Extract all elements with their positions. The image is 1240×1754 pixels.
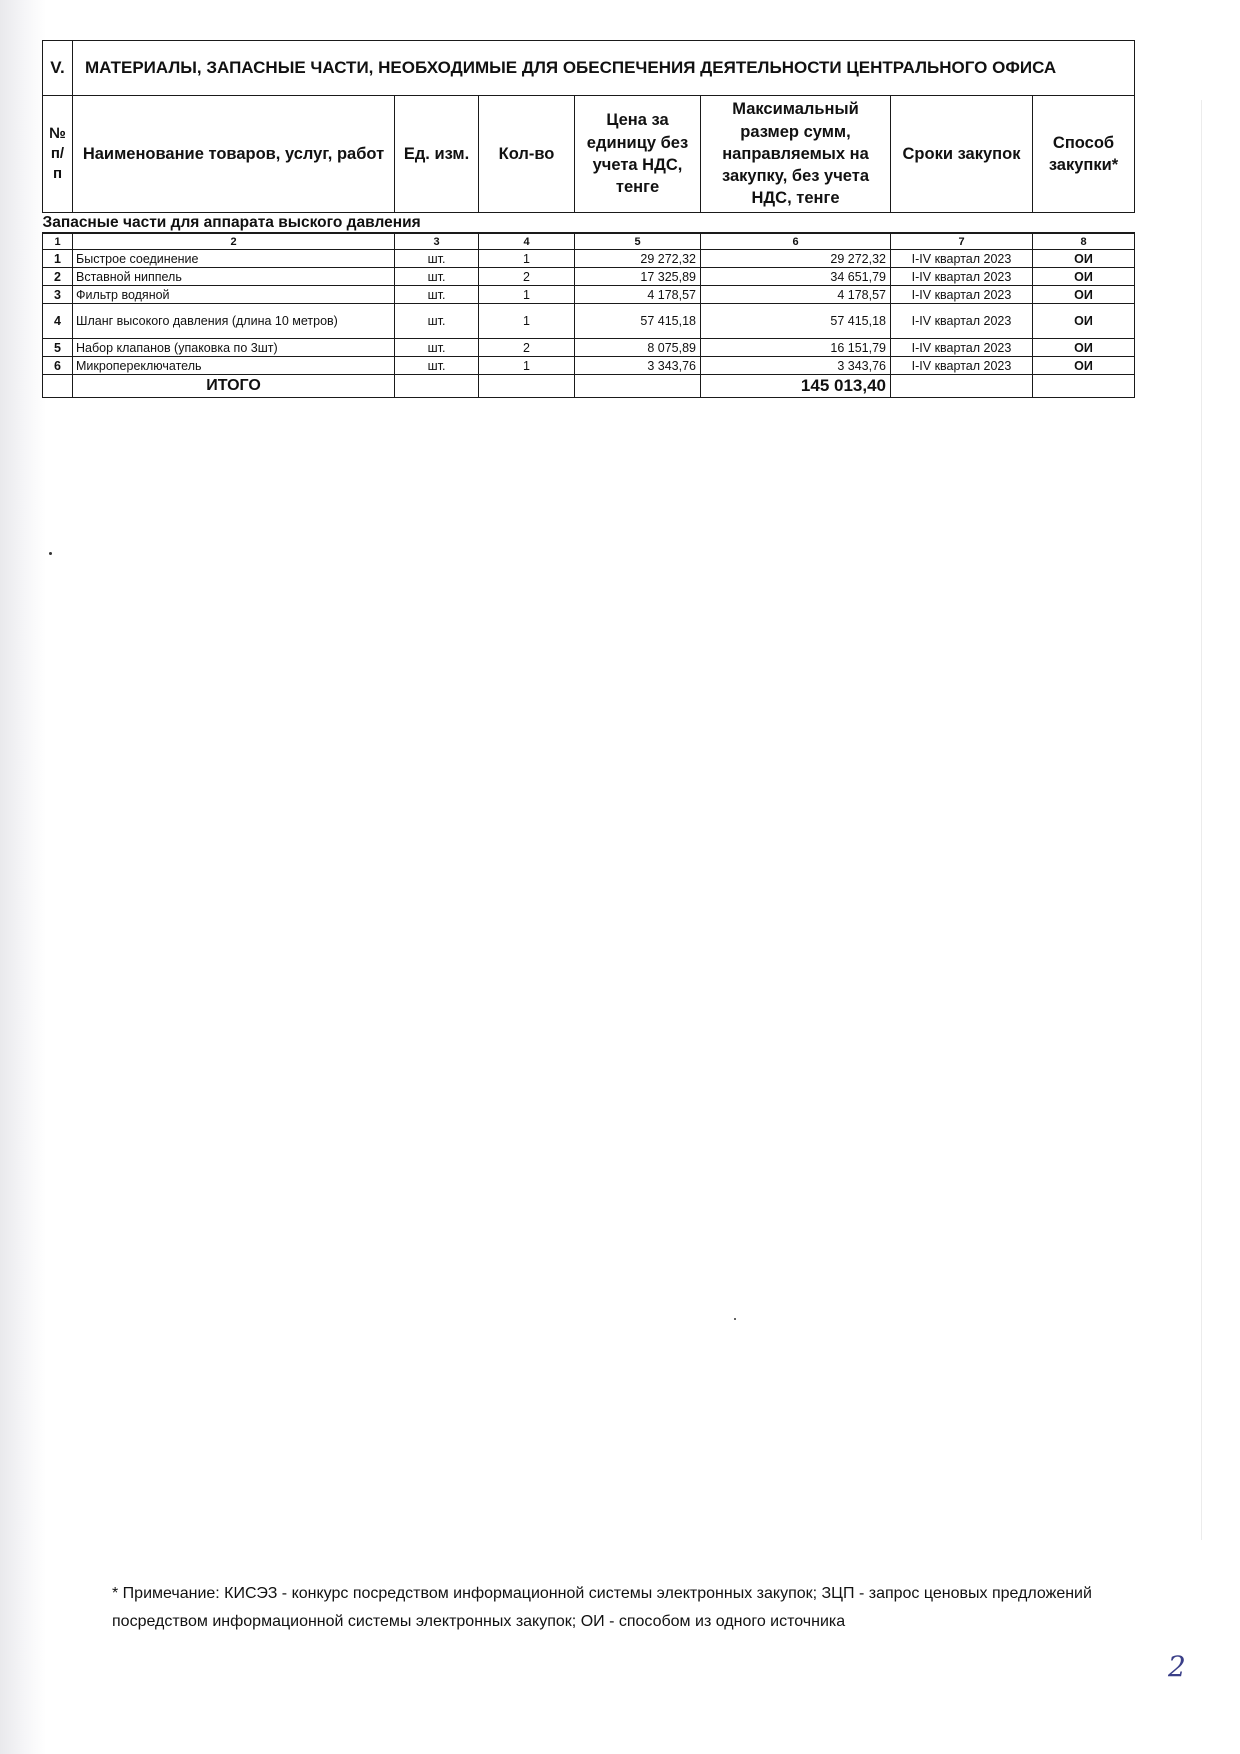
item-qty: 1 (479, 357, 575, 375)
col-header-sum: Максимальный размер сумм, направляемых на закупку, без учета НДС, тенге (701, 96, 891, 213)
col-index: 8 (1033, 233, 1135, 250)
item-qty: 2 (479, 268, 575, 286)
col-header-number: № п/п (43, 96, 73, 213)
total-row (43, 375, 1135, 398)
scan-edge-line (1201, 100, 1202, 1540)
group-title: Запасные части для аппарата выского давления (43, 213, 1135, 234)
row-number: 1 (43, 250, 73, 268)
table-row (43, 268, 1135, 286)
table-row (43, 357, 1135, 375)
item-name: Быстрое соединение (73, 250, 395, 268)
item-sum: 16 151,79 (701, 339, 891, 357)
item-sum: 3 343,76 (701, 357, 891, 375)
item-term: I-IV квартал 2023 (891, 286, 1033, 304)
item-name: Вставной ниппель (73, 268, 395, 286)
section-header-row (43, 41, 1135, 96)
row-number: 2 (43, 268, 73, 286)
item-price: 4 178,57 (575, 286, 701, 304)
total-empty-cell (575, 375, 701, 398)
item-method: ОИ (1033, 286, 1135, 304)
item-name: Микропереключатель (73, 357, 395, 375)
table-row (43, 250, 1135, 268)
col-header-unit: Ед. изм. (395, 96, 479, 213)
col-index: 2 (73, 233, 395, 250)
scan-speck (49, 552, 52, 555)
item-qty: 1 (479, 304, 575, 339)
item-qty: 1 (479, 250, 575, 268)
scan-speck (734, 1318, 736, 1320)
table-row (43, 286, 1135, 304)
item-term: I-IV квартал 2023 (891, 268, 1033, 286)
item-term: I-IV квартал 2023 (891, 357, 1033, 375)
item-term: I-IV квартал 2023 (891, 339, 1033, 357)
total-empty-cell (479, 375, 575, 398)
item-unit: шт. (395, 286, 479, 304)
col-header-term: Сроки закупок (891, 96, 1033, 213)
item-qty: 1 (479, 286, 575, 304)
item-method: ОИ (1033, 339, 1135, 357)
procurement-table (42, 40, 1135, 398)
total-label: ИТОГО (73, 375, 395, 398)
item-price: 57 415,18 (575, 304, 701, 339)
total-empty-cell (891, 375, 1033, 398)
row-number: 6 (43, 357, 73, 375)
row-number: 4 (43, 304, 73, 339)
table-row (43, 304, 1135, 339)
row-number: 3 (43, 286, 73, 304)
col-header-qty: Кол-во (479, 96, 575, 213)
total-empty-cell (1033, 375, 1135, 398)
item-term: I-IV квартал 2023 (891, 304, 1033, 339)
page-number: 2 (1168, 1650, 1186, 1683)
item-unit: шт. (395, 250, 479, 268)
col-header-method: Способ закупки* (1033, 96, 1135, 213)
section-title: МАТЕРИАЛЫ, ЗАПАСНЫЕ ЧАСТИ, НЕОБХОДИМЫЕ ДЛЯ ОБЕСПЕЧЕНИЯ ДЕЯТЕЛЬНОСТИ ЦЕНТРАЛЬНОГО ОФИСА (73, 41, 1135, 96)
item-term: I-IV квартал 2023 (891, 250, 1033, 268)
item-price: 8 075,89 (575, 339, 701, 357)
col-header-name: Наименование товаров, услуг, работ (73, 96, 395, 213)
item-unit: шт. (395, 357, 479, 375)
col-index: 1 (43, 233, 73, 250)
item-sum: 57 415,18 (701, 304, 891, 339)
item-unit: шт. (395, 339, 479, 357)
section-number: V. (43, 41, 73, 96)
item-qty: 2 (479, 339, 575, 357)
item-name: Шланг высокого давления (длина 10 метров) (73, 304, 395, 339)
item-price: 3 343,76 (575, 357, 701, 375)
item-sum: 34 651,79 (701, 268, 891, 286)
col-header-price: Цена за единицу без учета НДС, тенге (575, 96, 701, 213)
item-name: Фильтр водяной (73, 286, 395, 304)
col-index: 4 (479, 233, 575, 250)
item-sum: 4 178,57 (701, 286, 891, 304)
footnote: * Примечание: КИСЭЗ - конкурс посредством информационной системы электронных закупок; ЗЦП - запрос ценовых предложений посредством информационной системы электронных закупок; ОИ - способом из одного источника (112, 1585, 1092, 1630)
item-unit: шт. (395, 268, 479, 286)
col-index: 5 (575, 233, 701, 250)
col-index: 6 (701, 233, 891, 250)
item-method: ОИ (1033, 304, 1135, 339)
group-title-row (43, 213, 1135, 234)
item-name: Набор клапанов (упаковка по 3шт) (73, 339, 395, 357)
item-method: ОИ (1033, 357, 1135, 375)
total-sum: 145 013,40 (701, 375, 891, 398)
col-index: 3 (395, 233, 479, 250)
table-row (43, 339, 1135, 357)
item-price: 17 325,89 (575, 268, 701, 286)
column-header-row (43, 96, 1135, 213)
total-empty-cell (43, 375, 73, 398)
item-method: ОИ (1033, 250, 1135, 268)
item-price: 29 272,32 (575, 250, 701, 268)
item-method: ОИ (1033, 268, 1135, 286)
total-empty-cell (395, 375, 479, 398)
column-index-row (43, 233, 1135, 250)
col-index: 7 (891, 233, 1033, 250)
scan-edge-shadow (0, 0, 46, 1754)
item-unit: шт. (395, 304, 479, 339)
item-sum: 29 272,32 (701, 250, 891, 268)
row-number: 5 (43, 339, 73, 357)
